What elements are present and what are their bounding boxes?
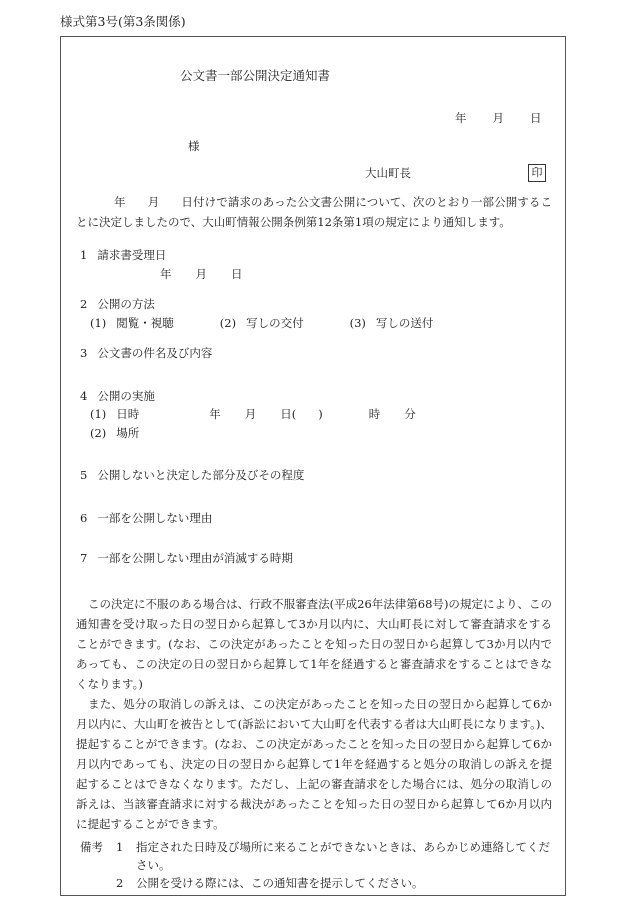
section-3-heading: 3 公文書の件名及び内容 xyxy=(80,346,213,360)
remarks-heading: 備考 xyxy=(80,840,103,854)
issue-date xyxy=(455,110,542,126)
issue-date-day: 日 xyxy=(530,111,542,125)
method-option-2-label: 写しの交付 xyxy=(246,316,304,330)
seal-stamp: 印 xyxy=(528,164,546,182)
disclosure-place: (2) 場所 xyxy=(90,426,140,440)
intro-paragraph xyxy=(76,192,552,232)
section-6-heading: 6 一部を公開しない理由 xyxy=(80,511,213,525)
issue-date-month: 月 xyxy=(492,111,504,125)
appeal-notice-paragraph-1: この決定に不服のある場合は、行政不服審査法(平成26年法律第68号)の規定により、この通知書を受け取った日の翌日から起算して3か月以内に、大山町長に対して審査請求をすることができます。(なお、この決定があったことを知った日の翌日から起算して3か月以内であっても、この決定の日の翌日から起算して1年を経過すると審査請求をすることはできなくなります。) xyxy=(76,597,552,691)
section-5-heading: 5 公開しないと決定した部分及びその程度 xyxy=(80,468,305,482)
method-option-3-num: (3) xyxy=(349,316,366,330)
method-option-1-num: (1) xyxy=(90,316,107,330)
intro-text-1: 日付けで請求のあった公文書公開について、次のとおり一部公開する xyxy=(181,195,541,209)
receipt-date: 年 月 日 xyxy=(160,267,243,281)
remark-item-1: 備考 1 指定された日時及び場所に来ることができないときは、あらかじめ連絡してください。 xyxy=(80,840,550,872)
remark-item-2: 2 公開を受ける際には、この通知書を提示してください。 xyxy=(116,876,424,890)
intro-month: 月 xyxy=(147,195,160,209)
disclosure-datetime: (1) 日時 年 月 日( ) 時 分 xyxy=(90,407,416,421)
intro-year: 年 xyxy=(114,195,126,209)
method-option-2-num: (2) xyxy=(219,316,237,330)
form-number-label: 様式第3号(第3条関係) xyxy=(60,14,186,29)
addressee-suffix: 様 xyxy=(188,139,200,153)
section-4-heading: 4 公開の実施 xyxy=(80,389,155,403)
issue-date-year: 年 xyxy=(455,111,467,125)
appeal-notice-paragraph-2: また、処分の取消しの訴えは、この決定があったことを知った日の翌日から起算して6か月以内に、大山町を被告として(訴訟において大山町を代表する者は大山町長になります。)、提起することができます。(なお、この決定があったことを知った日の翌日から起算して6か月以内であっても、決定の日の翌日から起算して1年を経過すると処分の取消しの訴えを提起することはできなくなります。ただし、上記の審査請求をした場合には、処分の取消しの訴えは、当該審査請求に対する裁決があったことを知った日の翌日から起算して6か月以内に提起することができます。 xyxy=(76,697,552,831)
intro-text-2: ことに決定しましたので、大山町情報公開条例第12条第1項の規定により通知します。 xyxy=(76,195,553,229)
appeal-notice xyxy=(76,594,552,834)
document-title: 公文書一部公開決定通知書 xyxy=(180,68,331,83)
section-2-heading: 2 公開の方法 xyxy=(80,297,155,311)
method-option-1-label: 閲覧・視聴 xyxy=(116,316,174,330)
remarks xyxy=(80,838,556,892)
section-7-heading: 7 一部を公開しない理由が消滅する時期 xyxy=(80,551,293,565)
disclosure-method-options xyxy=(90,315,433,331)
issuer-name: 大山町長 xyxy=(365,166,411,180)
section-1-heading: 1 請求書受理日 xyxy=(80,248,167,262)
method-option-3-label: 写しの送付 xyxy=(375,316,434,330)
